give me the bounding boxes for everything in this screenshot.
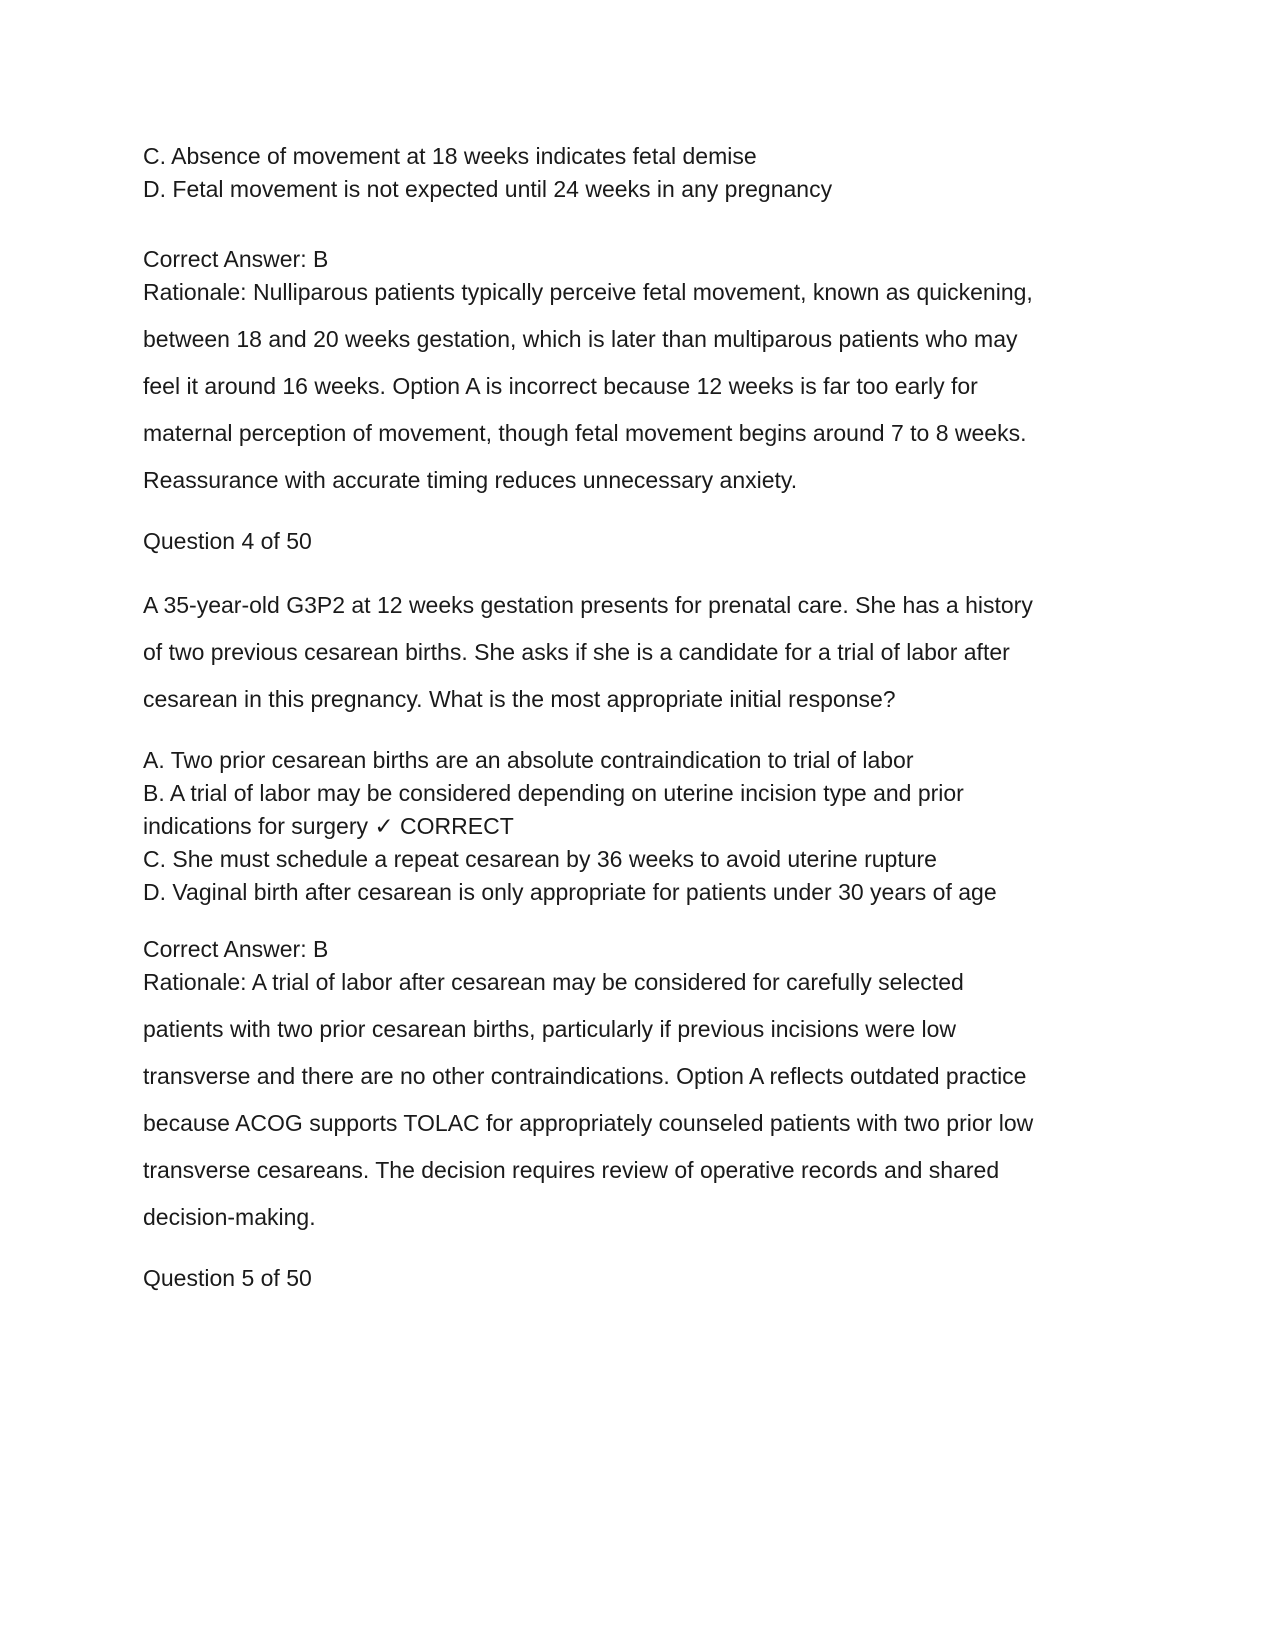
q3-rationale-line: between 18 and 20 weeks gestation, which is later than multiparous patients who may [143,326,1018,352]
q3-options [143,140,1088,206]
q4-stem-line: of two previous cesarean births. She asks if she is a candidate for a trial of labor after [143,639,1010,665]
q3-option-c: C. Absence of movement at 18 weeks indicates fetal demise [143,143,757,169]
q4-stem [143,582,1088,723]
q4-correct-answer: Correct Answer: B [143,936,329,962]
q4-option-a: A. Two prior cesarean births are an absolute contraindication to trial of labor [143,747,914,773]
q4-rationale-line: transverse cesareans. The decision requires review of operative records and shared [143,1157,1000,1183]
q4-option-d: D. Vaginal birth after cesarean is only appropriate for patients under 30 years of age [143,879,997,905]
document-page [143,140,1088,1295]
q4-rationale [143,959,1088,1241]
q3-option-d: D. Fetal movement is not expected until 24 weeks in any pregnancy [143,176,833,202]
q4-stem-line: A 35-year-old G3P2 at 12 weeks gestation presents for prenatal care. She has a history [143,592,1033,618]
q4-rationale-line: patients with two prior cesarean births, particularly if previous incisions were low [143,1016,957,1042]
q4-rationale-line: decision-making. [143,1204,316,1230]
q4-option-c: C. She must schedule a repeat cesarean by 36 weeks to avoid uterine rupture [143,846,937,872]
q4-rationale-line: transverse and there are no other contraindications. Option A reflects outdated practice [143,1063,1027,1089]
q3-rationale [143,269,1088,504]
q4-option-b-continued: indications for surgery ✓ CORRECT [143,813,514,839]
q3-rationale-line: maternal perception of movement, though fetal movement begins around 7 to 8 weeks. [143,420,1027,446]
question-5-heading: Question 5 of 50 [143,1265,312,1291]
q3-rationale-line: Reassurance with accurate timing reduces unnecessary anxiety. [143,467,798,493]
q4-options [143,744,1088,909]
q3-correct-answer: Correct Answer: B [143,246,329,272]
q3-rationale-line: Rationale: Nulliparous patients typically perceive fetal movement, known as quickening, [143,279,1033,305]
q4-rationale-line: because ACOG supports TOLAC for appropriately counseled patients with two prior low [143,1110,1034,1136]
q4-stem-line: cesarean in this pregnancy. What is the most appropriate initial response? [143,686,896,712]
question-4-heading: Question 4 of 50 [143,528,312,554]
q4-rationale-line: Rationale: A trial of labor after cesarean may be considered for carefully selected [143,969,964,995]
q4-option-b: B. A trial of labor may be considered depending on uterine incision type and prior [143,780,964,806]
q3-rationale-line: feel it around 16 weeks. Option A is incorrect because 12 weeks is far too early for [143,373,978,399]
